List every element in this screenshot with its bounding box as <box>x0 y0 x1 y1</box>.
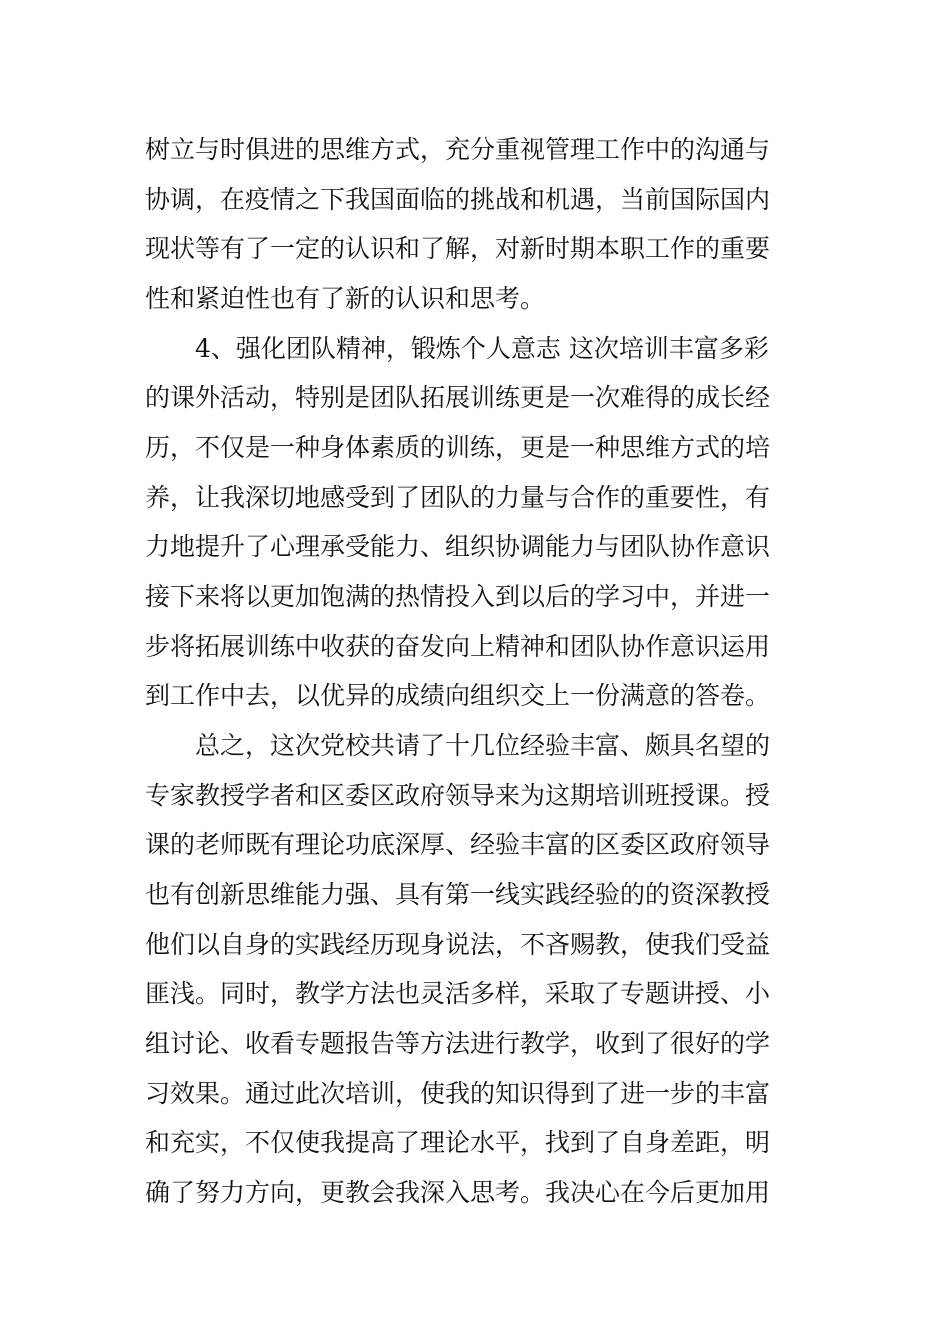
text-line: 养，让我深切地感受到了团队的力量与合作的重要性，有 <box>145 483 771 512</box>
text-line: 确了努力方向，更教会我深入思考。我决心在今后更加用 <box>145 1178 771 1207</box>
text-line: 力地提升了心理承受能力、组织协调能力与团队协作意识 <box>145 532 771 561</box>
text-line: 协调，在疫情之下我国面临的挑战和机遇，当前国际国内 <box>145 185 771 214</box>
text-line: 也有创新思维能力强、具有第一线实践经验的的资深教授 <box>145 880 771 909</box>
text-line: 的课外活动，特别是团队拓展训练更是一次难得的成长经 <box>145 383 771 412</box>
text-line: 历，不仅是一种身体素质的训练，更是一种思维方式的培 <box>145 433 771 462</box>
text-line: 组讨论、收看专题报告等方法进行教学，收到了很好的学 <box>145 1029 771 1058</box>
text-line: 接下来将以更加饱满的热情投入到以后的学习中，并进一 <box>145 582 771 611</box>
text-line: 专家教授学者和区委区政府领导来为这期培训班授课。授 <box>145 781 771 810</box>
text-line: 和充实，不仅使我提高了理论水平，找到了自身差距，明 <box>145 1128 771 1157</box>
text-line: 步将拓展训练中收获的奋发向上精神和团队协作意识运用 <box>145 632 771 661</box>
text-line: 总之，这次党校共请了十几位经验丰富、颇具名望的 <box>195 731 771 760</box>
text-line: 性和紧迫性也有了新的认识和思考。 <box>145 284 546 313</box>
text-line: 他们以自身的实践经历现身说法，不吝赐教，使我们受益 <box>145 930 771 959</box>
text-line: 现状等有了一定的认识和了解，对新时期本职工作的重要 <box>145 234 771 263</box>
text-line: 课的老师既有理论功底深厚、经验丰富的区委区政府领导 <box>145 830 771 859</box>
text-line: 树立与时俱进的思维方式，充分重视管理工作中的沟通与 <box>145 135 771 164</box>
text-line: 匪浅。同时，教学方法也灵活多样，采取了专题讲授、小 <box>145 979 771 1008</box>
text-line: 到工作中去，以优异的成绩向组织交上一份满意的答卷。 <box>145 681 771 710</box>
text-line: 习效果。通过此次培训，使我的知识得到了进一步的丰富 <box>145 1079 771 1108</box>
text-line: 4、强化团队精神，锻炼个人意志 这次培训丰富多彩 <box>195 334 769 363</box>
